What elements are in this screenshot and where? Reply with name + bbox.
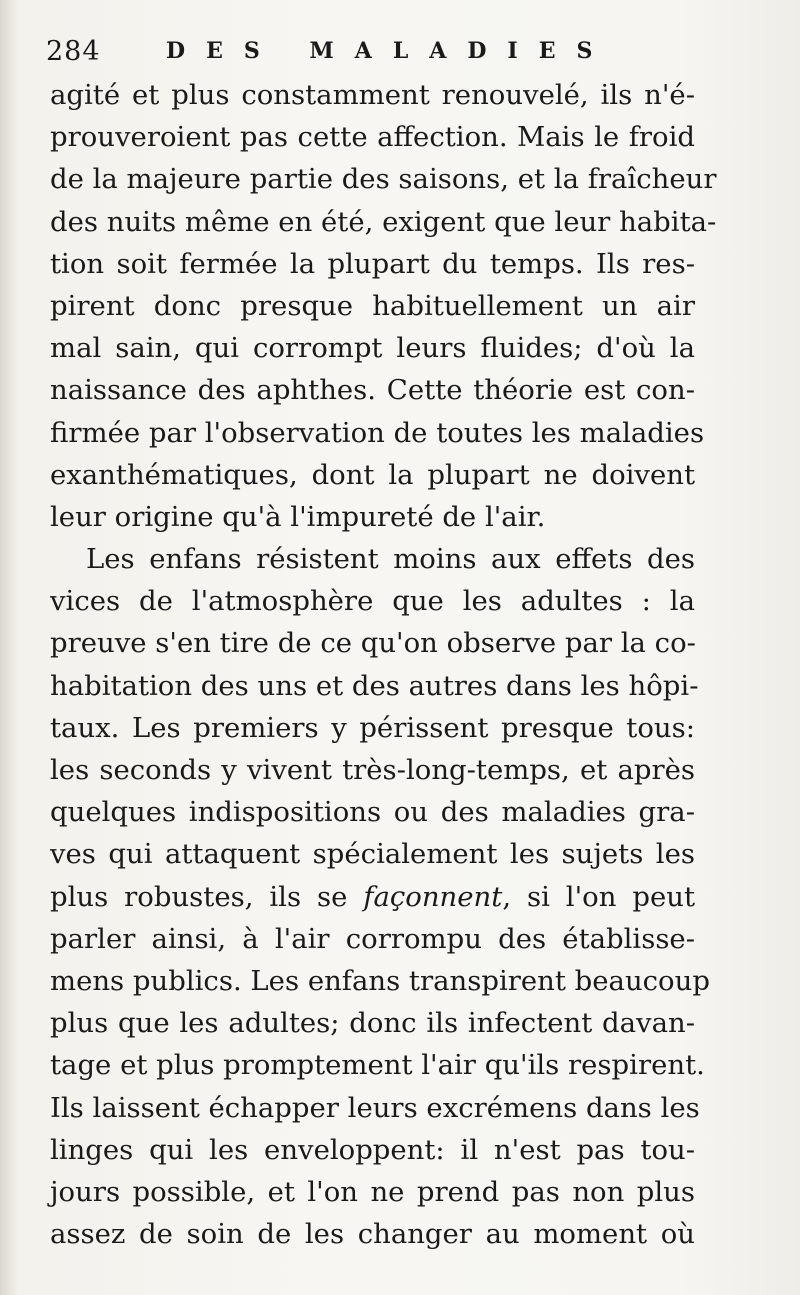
- text-line: naissance des aphthes. Cette théorie est con-: [50, 374, 695, 407]
- text-line: quelques indispositions ou des maladies gra-: [50, 796, 695, 829]
- text-line: taux. Les premiers y périssent presque tous:: [50, 711, 695, 744]
- text-line: firmée par l'observation de toutes les maladies: [50, 416, 705, 449]
- text-line: parler ainsi, à l'air corrompu des établisse-: [50, 922, 695, 955]
- text-line: de la majeure partie des saisons, et la fraîcheur: [50, 163, 717, 196]
- italic-word: façonnent: [363, 880, 503, 913]
- text-line: tion soit fermée la plupart du temps. Ils res-: [50, 247, 695, 280]
- text-line: prouveroient pas cette affection. Mais le froid: [50, 121, 695, 154]
- body-text: [50, 74, 717, 1255]
- text-line: habitation des uns et des autres dans les hôpi-: [50, 669, 699, 702]
- text-line: jours possible, et l'on ne prend pas non plus: [50, 1175, 695, 1208]
- text-line: tage et plus promptement l'air qu'ils respirent.: [50, 1049, 705, 1082]
- page-number: 284: [46, 36, 101, 67]
- text-segment: plus robustes, ils se: [50, 880, 364, 913]
- text-line: linges qui les enveloppent: il n'est pas tou-: [50, 1133, 695, 1166]
- text-segment: , si l'on peut: [502, 880, 695, 913]
- text-line: leur origine qu'à l'impureté de l'air.: [50, 500, 546, 533]
- text-line: exanthématiques, dont la plupart ne doivent: [50, 458, 695, 491]
- text-line: pirent donc presque habituellement un air: [50, 289, 695, 322]
- text-line: mal sain, qui corrompt leurs fluides; d'où la: [50, 332, 695, 365]
- gutter-shadow: [0, 0, 18, 1295]
- text-line: mens publics. Les enfans transpirent beaucoup: [50, 964, 710, 997]
- text-line: Ils laissent échapper leurs excrémens dans les: [50, 1091, 700, 1124]
- page-header: [46, 36, 760, 76]
- text-line-with-italic: [50, 876, 695, 918]
- text-line: plus que les adultes; donc ils infectent davan-: [50, 1007, 695, 1040]
- text-line: agité et plus constamment renouvelé, ils n'é-: [50, 79, 695, 111]
- running-head: DES MALADIES: [166, 38, 614, 64]
- text-line: vices de l'atmosphère que les adultes : la: [50, 585, 695, 618]
- text-line: des nuits même en été, exigent que leur habita-: [50, 205, 717, 238]
- text-line: Les enfans résistent moins aux effets des: [86, 543, 695, 576]
- text-line: les seconds y vivent très-long-temps, et après: [50, 754, 695, 786]
- text-line: assez de soin de les changer au moment où: [50, 1218, 695, 1251]
- text-line: preuve s'en tire de ce qu'on observe par la co-: [50, 627, 696, 660]
- text-line: ves qui attaquent spécialement les sujets les: [50, 838, 695, 871]
